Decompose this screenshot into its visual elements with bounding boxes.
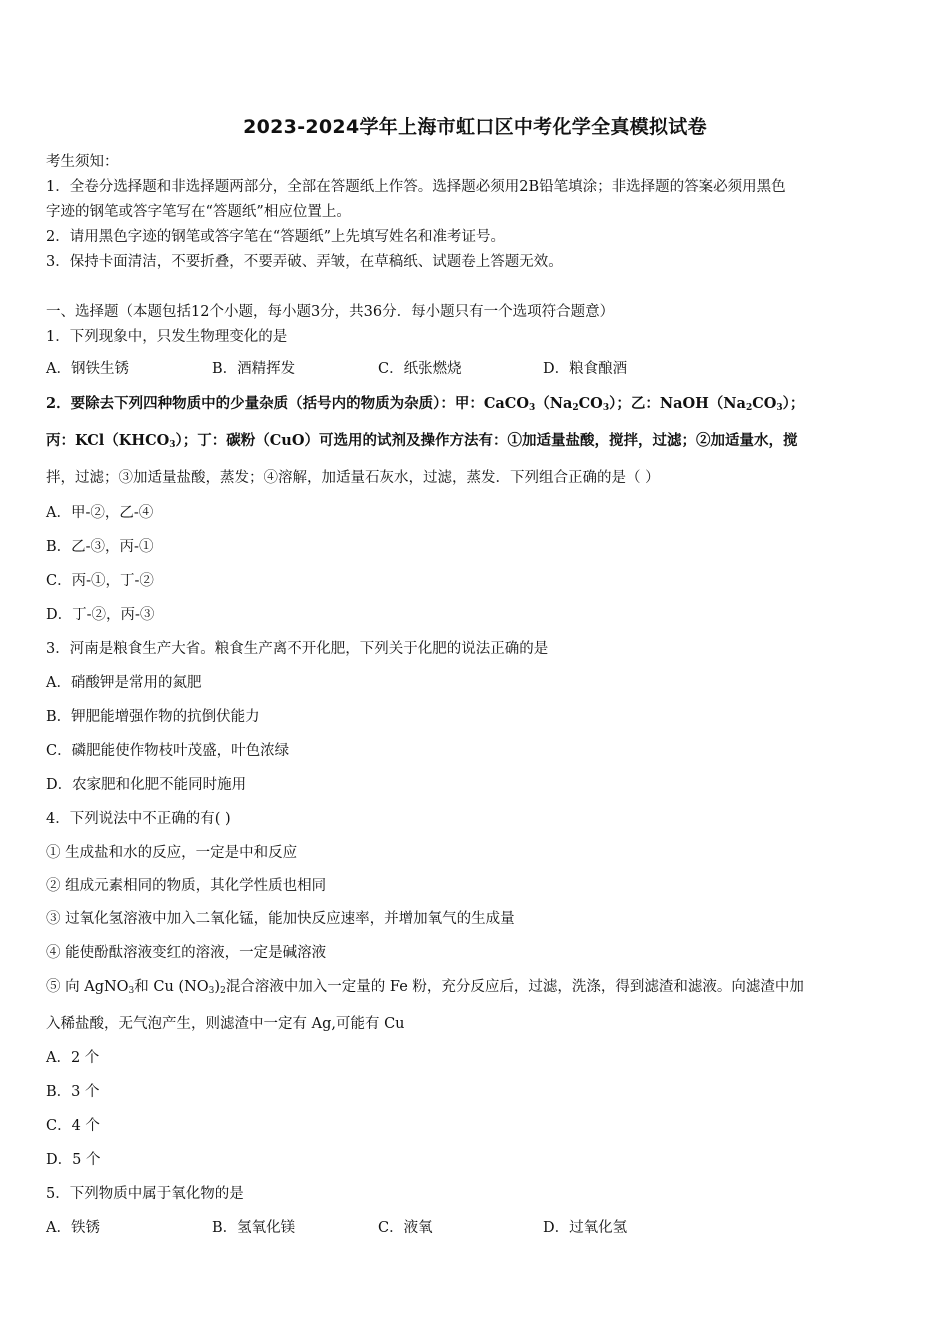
question-3-stem: 3．河南是粮食生产大省。粮食生产离不开化肥，下列关于化肥的说法正确的是 (46, 641, 549, 657)
q5-option-d: D．过氧化氢 (543, 1220, 628, 1236)
q2-option-c: C．丙-①，丁-② (46, 573, 154, 589)
question-4-stem: 4．下列说法中不正确的有( ) (46, 811, 231, 827)
q3-option-c: C．磷肥能使作物枝叶茂盛，叶色浓绿 (46, 743, 290, 759)
q1-option-b: B．酒精挥发 (212, 361, 296, 377)
q1-option-d: D．粮食酿酒 (543, 361, 628, 377)
q4-statement-3: ③ 过氧化氢溶液中加入二氧化锰，能加快反应速率，并增加氧气的生成量 (46, 911, 515, 927)
q5-option-a: A．铁锈 (46, 1220, 100, 1236)
q4-statement-2: ② 组成元素相同的物质，其化学性质也相同 (46, 878, 327, 894)
q3-option-a: A．硝酸钾是常用的氮肥 (46, 675, 202, 691)
question-2-stem-line-3: 拌，过滤；③加适量盐酸，蒸发；④溶解，加适量石灰水，过滤，蒸发．下列组合正确的是（ ） (46, 470, 660, 486)
question-1-stem: 1．下列现象中，只发生物理变化的是 (46, 329, 288, 345)
q4-option-c: C．4 个 (46, 1118, 100, 1134)
q4-option-a: A．2 个 (46, 1050, 100, 1066)
question-5-options (46, 1217, 904, 1239)
q3-option-b: B．钾肥能增强作物的抗倒伏能力 (46, 709, 260, 725)
section-heading: 一、选择题（本题包括12个小题，每小题3分，共36分．每小题只有一个选项符合题意） (46, 304, 615, 320)
notice-heading: 考生须知： (46, 154, 119, 170)
q4-option-d: D．5 个 (46, 1152, 101, 1168)
q4-option-b: B．3 个 (46, 1084, 100, 1100)
q4-statement-5-line-2: 入稀盐酸，无气泡产生，则滤渣中一定有 Ag,可能有 Cu (46, 1016, 405, 1032)
notice-line-4: 3．保持卡面清洁，不要折叠，不要弄破、弄皱，在草稿纸、试题卷上答题无效。 (46, 254, 563, 270)
question-2-stem-line-1: 2．要除去下列四种物质中的少量杂质（括号内的物质为杂质）：甲：$CaCO_3(Na_2CO_3)$；乙：$NaOH(Na_2CO_3)$； (46, 395, 805, 413)
q4-statement-1: ① 生成盐和水的反应，一定是中和反应 (46, 845, 298, 861)
q5-option-c: C．液氧 (378, 1220, 433, 1236)
notice-line-1: 1．全卷分选择题和非选择题两部分，全部在答题纸上作答。选择题必须用2B铅笔填涂；非选择题的答案必须用黑色 (46, 179, 786, 195)
q1-option-a: A．钢铁生锈 (46, 361, 129, 377)
q2-option-a: A．甲-②，乙-④ (46, 505, 154, 521)
q2-option-b: B．乙-③，丙-① (46, 539, 154, 555)
page-title: 2023-2024学年上海市虹口区中考化学全真模拟试卷 (243, 116, 707, 138)
question-1-options (46, 358, 904, 380)
notice-line-3: 2．请用黑色字迹的钢笔或答字笔在“答题纸”上先填写姓名和准考证号。 (46, 229, 506, 245)
question-2-stem-line-2: 丙：$KCl(KHCO_3)$；丁：碳粉（CuO）可选用的试剂及操作方法有：①加适量盐酸，搅拌，过滤；②加适量水，搅 (46, 432, 798, 450)
q3-option-d: D．农家肥和化肥不能同时施用 (46, 777, 247, 793)
q4-statement-5-line-1: ⑤ 向 AgNO$_3$和 Cu $(NO_3)_2$混合溶液中加入一定量的 Fe 粉，充分反应后，过滤，洗涤，得到滤渣和滤液。向滤渣中加 (46, 979, 804, 996)
q1-option-c: C．纸张燃烧 (378, 361, 462, 377)
notice-line-2: 字迹的钢笔或答字笔写在“答题纸”相应位置上。 (46, 204, 351, 220)
q4-statement-4: ④ 能使酚酞溶液变红的溶液，一定是碱溶液 (46, 945, 327, 961)
question-5-stem: 5．下列物质中属于氧化物的是 (46, 1186, 244, 1202)
q2-option-d: D．丁-②，丙-③ (46, 607, 155, 623)
q5-option-b: B．氢氧化镁 (212, 1220, 296, 1236)
